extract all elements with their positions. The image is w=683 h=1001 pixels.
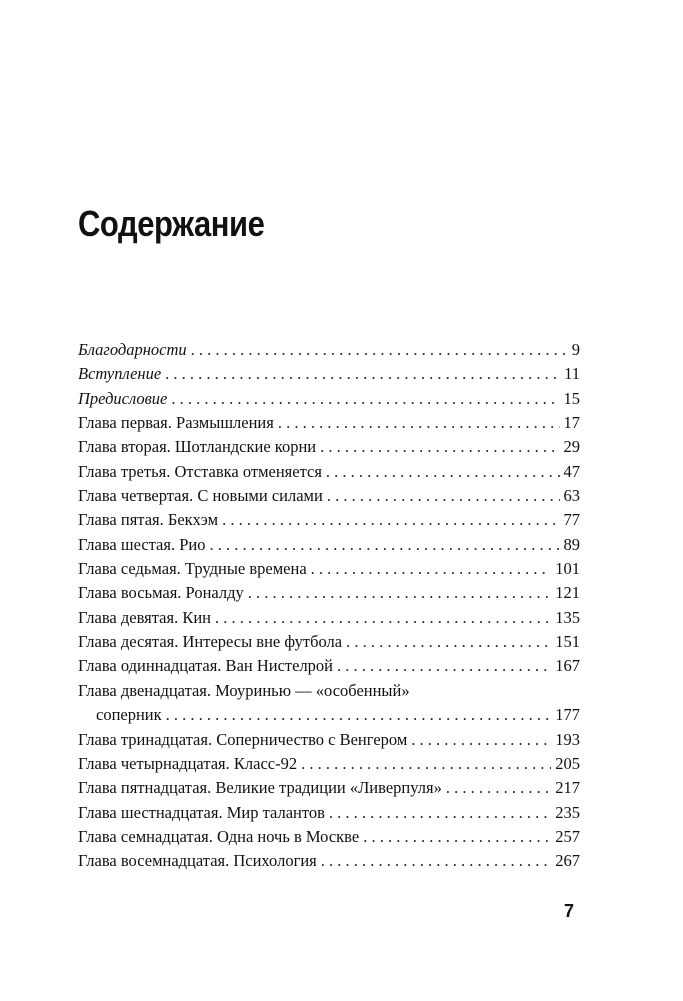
dot-leader — [446, 776, 551, 800]
toc-entry-title: Глава пятнадцатая. Великие традиции «Ливерпуля» — [78, 778, 442, 798]
toc-entry-page: 63 — [563, 486, 580, 506]
toc-entry-title: Глава первая. Размышления — [78, 413, 274, 433]
toc-entry-page: 151 — [555, 632, 580, 652]
toc-entry-page: 29 — [563, 437, 580, 457]
toc-entry-title: Глава вторая. Шотландские корни — [78, 437, 317, 457]
toc-entry-page: 9 — [571, 340, 580, 359]
dot-leader — [329, 801, 551, 825]
toc-entry-title: Глава двенадцатая. Моуринью — «особенный» — [78, 680, 410, 700]
toc-entry-page: 121 — [555, 583, 580, 603]
toc-entry-page: 177 — [555, 705, 580, 725]
dot-leader — [326, 460, 560, 484]
toc-entry — [78, 533, 580, 557]
toc-entry — [78, 849, 580, 873]
dot-leader — [346, 630, 551, 654]
toc-entry-page: 235 — [555, 802, 580, 822]
toc-entry-title: Глава пятая. Бекхэм — [78, 510, 219, 530]
toc-entry — [78, 411, 580, 435]
toc-entry — [78, 728, 580, 752]
toc-entry-page: 11 — [564, 364, 580, 384]
toc-entry — [78, 606, 580, 630]
toc-entry-title: Глава восьмая. Роналду — [78, 583, 244, 603]
toc-entry-title: Глава шестнадцатая. Мир талантов — [78, 802, 325, 822]
dot-leader — [337, 654, 551, 678]
toc-entry — [78, 581, 580, 605]
toc-entry-page: 193 — [555, 729, 580, 749]
toc-entry — [78, 752, 580, 776]
table-of-contents — [78, 338, 580, 874]
dot-leader — [278, 411, 560, 435]
page-number: 7 — [564, 901, 575, 921]
toc-entry-title: Глава четырнадцатая. Класс-92 — [78, 753, 298, 773]
toc-entry — [78, 801, 580, 825]
toc-entry-page: 217 — [555, 778, 580, 798]
toc-entry-page: 17 — [563, 413, 580, 433]
toc-entry — [78, 435, 580, 459]
toc-entry — [78, 484, 580, 508]
page-title: Содержание — [78, 203, 265, 244]
toc-entry-page: 15 — [563, 388, 580, 408]
toc-entry-title: Глава третья. Отставка отменяется — [78, 461, 322, 481]
toc-entry — [78, 508, 580, 532]
toc-entry-title: Глава седьмая. Трудные времена — [78, 559, 307, 579]
dot-leader — [166, 703, 552, 727]
toc-entry-continuation — [78, 703, 580, 727]
toc-entry-page: 77 — [563, 510, 580, 530]
dot-leader — [248, 581, 552, 605]
dot-leader — [191, 338, 568, 362]
toc-entry-page: 205 — [555, 753, 580, 773]
toc-entry-title: Глава четвертая. С новыми силами — [78, 486, 323, 506]
toc-entry — [78, 387, 580, 411]
dot-leader — [171, 387, 559, 411]
toc-entry-page: 89 — [563, 534, 580, 554]
dot-leader — [311, 557, 552, 581]
toc-entry-page: 167 — [555, 656, 580, 676]
toc-entry-page: 101 — [555, 559, 580, 579]
toc-entry-title: Глава восемнадцатая. Психология — [78, 851, 317, 871]
dot-leader — [209, 533, 559, 557]
toc-entry — [78, 338, 580, 362]
dot-leader — [363, 825, 551, 849]
toc-entry-title: Благодарности — [78, 340, 187, 359]
toc-entry — [78, 654, 580, 678]
toc-entry-page: 47 — [563, 461, 580, 481]
toc-entry-title: Глава девятая. Кин — [78, 607, 211, 627]
toc-entry-title: Вступление — [78, 364, 162, 384]
toc-entry-page: 135 — [555, 607, 580, 627]
toc-entry-title-continued: соперник — [96, 705, 162, 725]
toc-entry-title: Глава десятая. Интересы вне футбола — [78, 632, 343, 652]
toc-entry — [78, 776, 580, 800]
dot-leader — [301, 752, 551, 776]
toc-entry-title: Глава семнадцатая. Одна ночь в Москве — [78, 826, 360, 846]
toc-entry-title: Глава одиннадцатая. Ван Нистелрой — [78, 656, 334, 676]
toc-entry — [78, 557, 580, 581]
toc-entry-page: 267 — [555, 851, 580, 871]
dot-leader — [222, 508, 559, 532]
toc-entry-title: Предисловие — [78, 388, 168, 408]
dot-leader — [327, 484, 560, 508]
toc-entry — [78, 362, 580, 386]
dot-leader — [215, 606, 551, 630]
dot-leader — [320, 435, 559, 459]
toc-entry — [78, 825, 580, 849]
dot-leader — [321, 849, 551, 873]
dot-leader — [411, 728, 551, 752]
toc-entry-page: 257 — [555, 826, 580, 846]
dot-leader — [165, 362, 560, 386]
toc-entry-title: Глава тринадцатая. Соперничество с Венгером — [78, 729, 408, 749]
toc-entry — [78, 679, 580, 728]
toc-entry — [78, 460, 580, 484]
toc-entry — [78, 630, 580, 654]
toc-entry-title: Глава шестая. Рио — [78, 534, 206, 554]
